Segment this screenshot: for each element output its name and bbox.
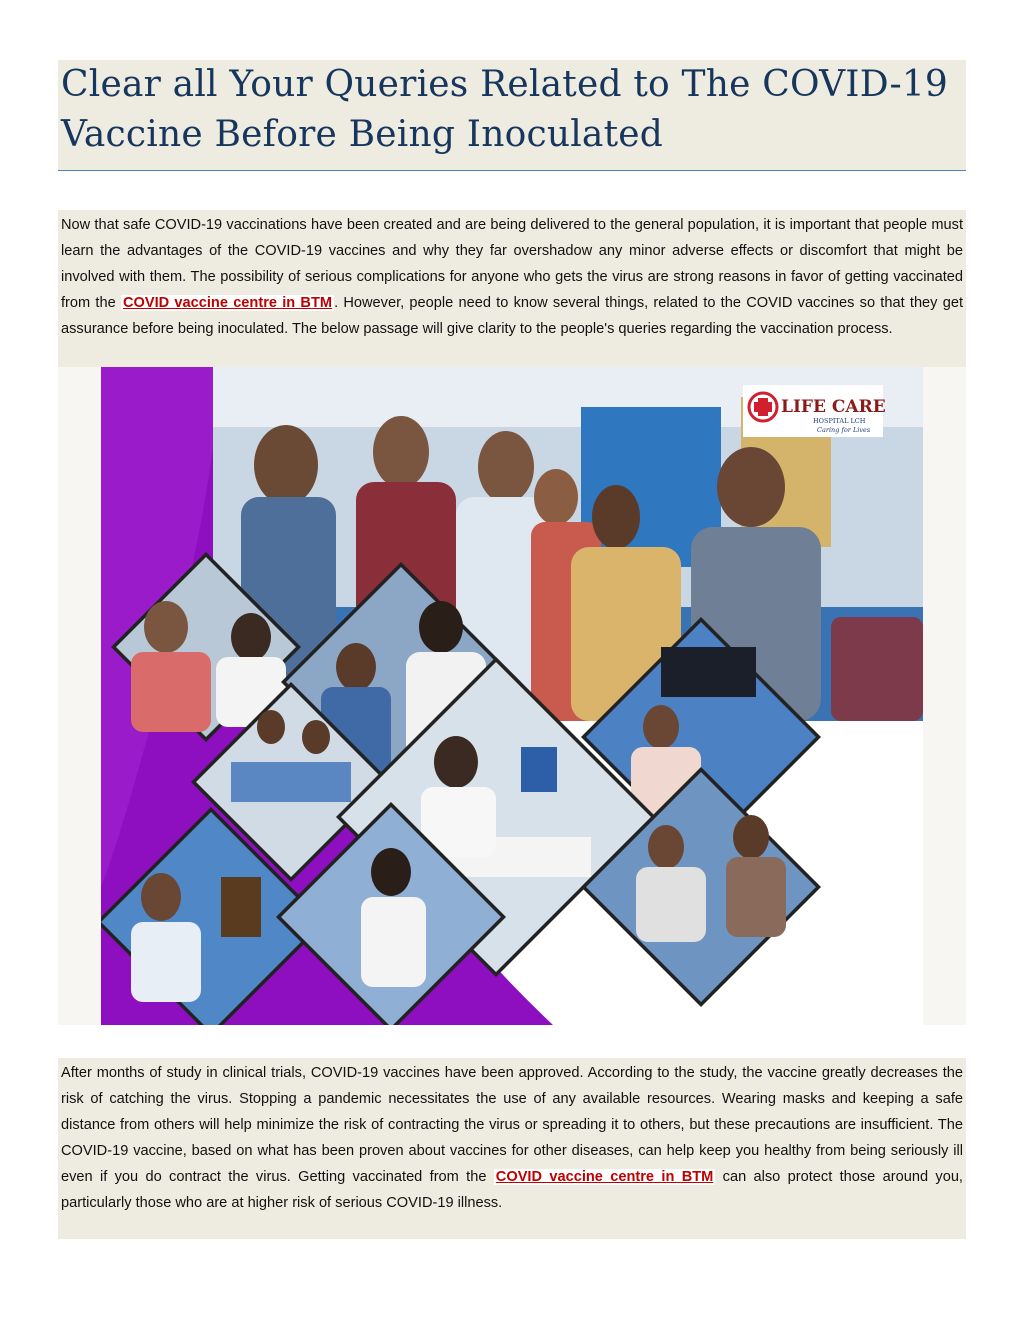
intro-paragraph: [58, 210, 966, 382]
life-care-logo: [743, 385, 886, 437]
body-text-before: After months of study in clinical trials, COVID-19 vaccines have been approved. According to the study, the vaccine greatly decreases the risk of catching the virus. Stopping a pandemic necessitates the use of any available resources. Wearing masks and keeping a safe distance from others will help minimize the risk of contracting the virus or spreading it to others, but these precautions are insufficient. The COVID-19 vaccine, based on what has been proven about vaccines for other diseases, can help keep you healthy from being seriously ill even if you do contract the virus. Getting vaccinated from the: [61, 1064, 963, 1185]
logo-sub: HOSPITAL LCH: [813, 417, 866, 425]
title-line-1: Clear all Your Queries Related to The COVID-19: [61, 64, 949, 105]
logo-tagline: Caring for Lives: [817, 426, 871, 434]
page-title: [58, 60, 966, 160]
body-paragraph: [58, 1058, 966, 1239]
title-line-2: Vaccine Before Being Inoculated: [61, 114, 664, 155]
vaccination-photo-collage: [101, 367, 923, 1025]
title-block: [58, 60, 966, 170]
covid-vaccine-centre-link-1[interactable]: COVID vaccine centre in BTM: [122, 294, 333, 311]
intro-text-after: . However, people need to know several things, related to the COVID vaccines so that they get assurance before being inoculated. The below passage will give clarity to the people's queries regarding the vaccination process.: [61, 294, 963, 337]
intro-text-before: Now that safe COVID-19 vaccinations have been created and are being delivered to the general population, it is important that people must learn the advantages of the COVID-19 vaccines and why they far overshadow any minor adverse effects or discomfort that might be involved with them. The possibility of serious complications for anyone who gets the virus are strong reasons in favor of getting vaccinated from the: [61, 216, 963, 311]
title-underline: [58, 170, 966, 171]
logo-name: LIFE CARE: [781, 397, 886, 417]
body-text-after: can also protect those around you, particularly those who are at higher risk of serious COVID-19 illness.: [61, 1168, 963, 1211]
covid-vaccine-centre-link-2[interactable]: COVID vaccine centre in BTM: [495, 1168, 714, 1185]
